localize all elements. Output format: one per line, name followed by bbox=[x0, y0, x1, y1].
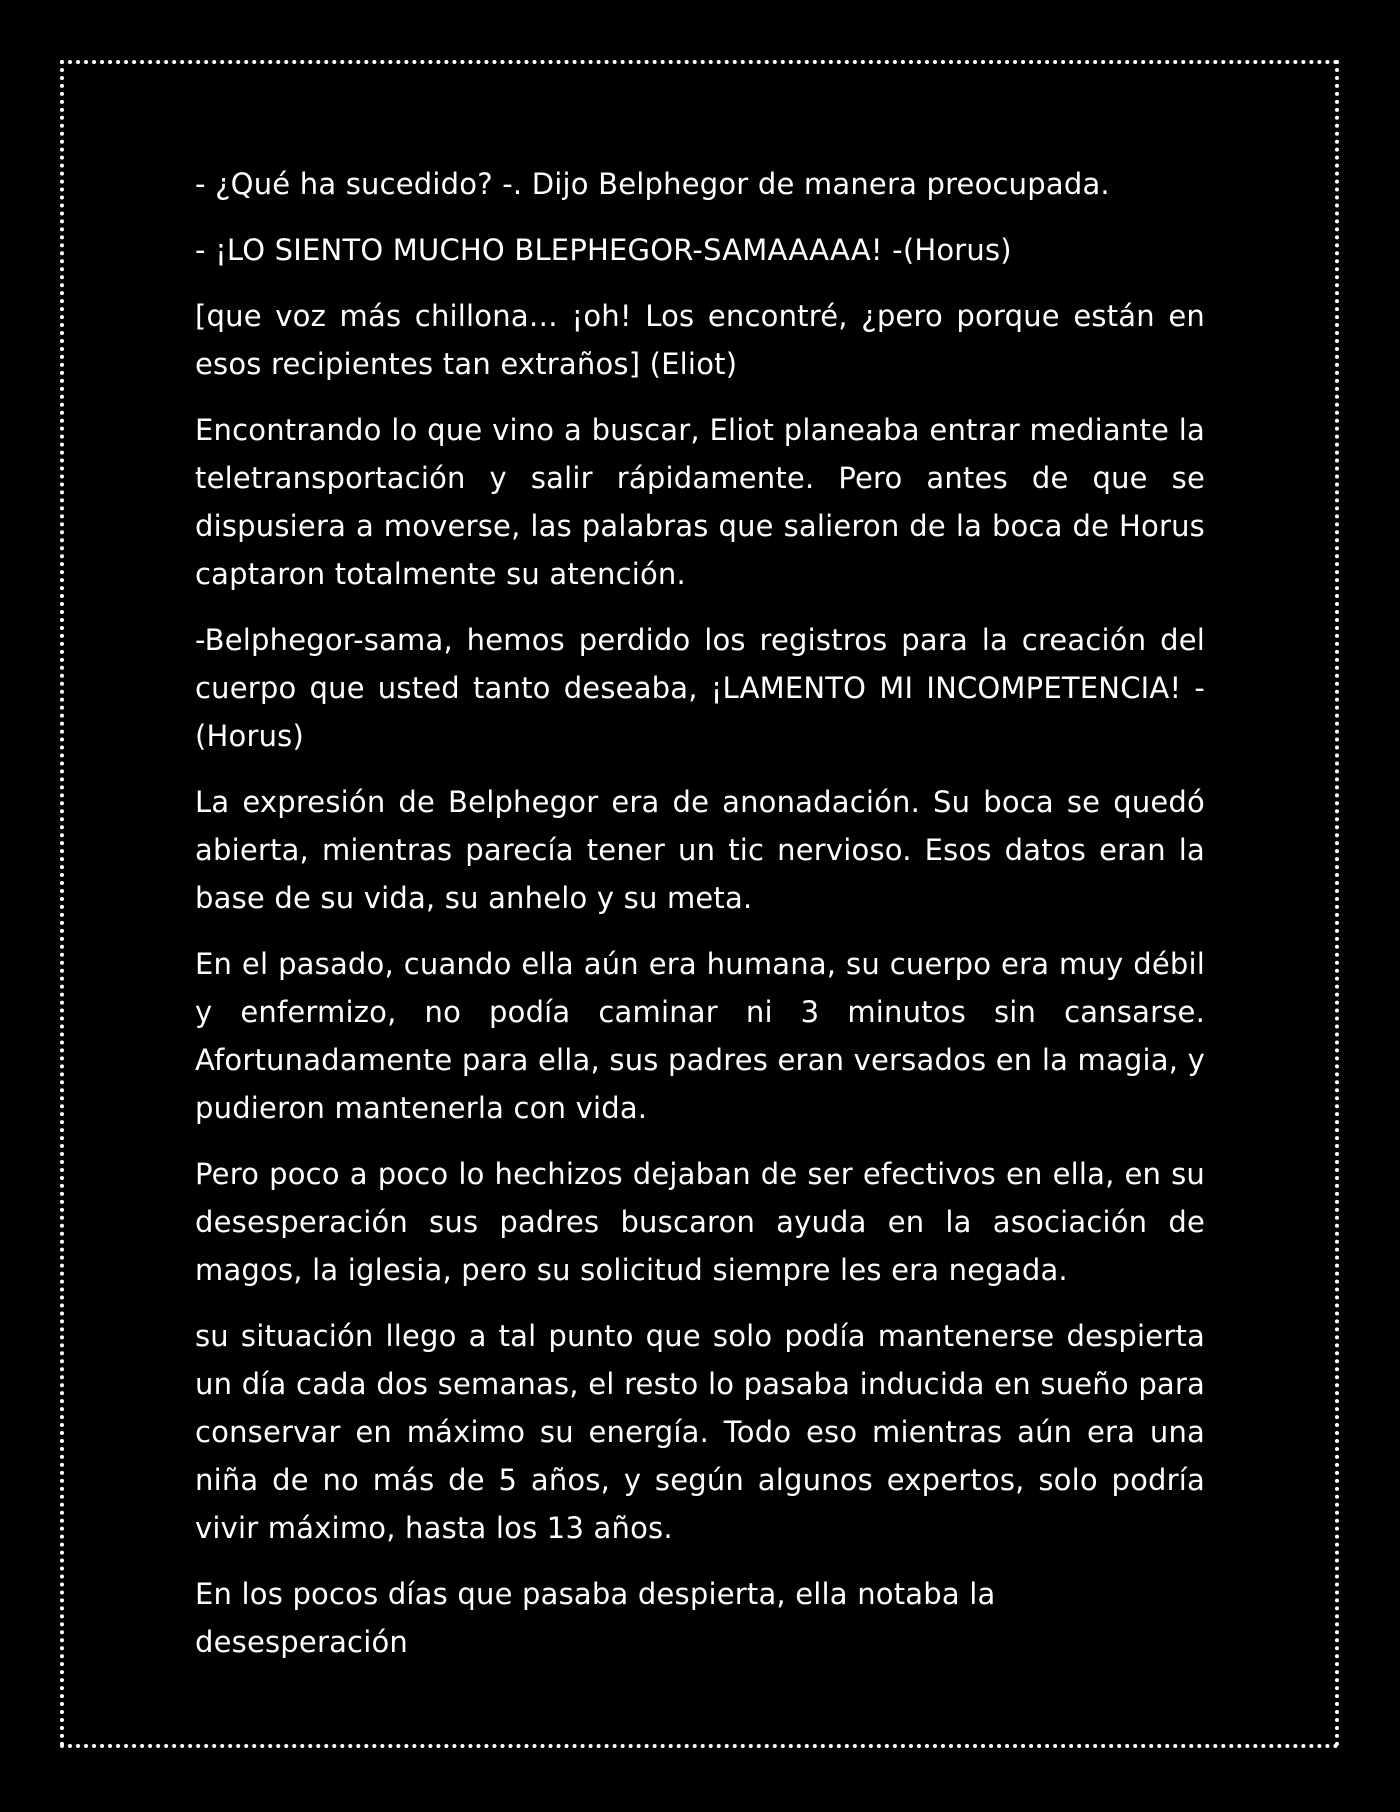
document-body bbox=[195, 160, 1205, 1684]
paragraph-1: - ¿Qué ha sucedido? -. Dijo Belphegor de manera preocupada. bbox=[195, 167, 1110, 201]
paragraph-2: - ¡LO SIENTO MUCHO BLEPHEGOR-SAMAAAAA! -(Horus) bbox=[195, 233, 1012, 267]
paragraph-4: Encontrando lo que vino a buscar, Eliot planeaba entrar mediante la teletransportación y salir rápidamente. Pero antes de que se dispusiera a moverse, las palabras que salieron de la boca de Horus captaron totalmente su atención. bbox=[195, 413, 1205, 591]
paragraph-3: [que voz más chillona… ¡oh! Los encontré, ¿pero porque están en esos recipientes tan extraños] (Eliot) bbox=[195, 299, 1205, 381]
paragraph-6: La expresión de Belphegor era de anonadación. Su boca se quedó abierta, mientras parecía tener un tic nervioso. Esos datos eran la base de su vida, su anhelo y su meta. bbox=[195, 785, 1205, 915]
paragraph-8: Pero poco a poco lo hechizos dejaban de ser efectivos en ella, en su desesperación sus padres buscaron ayuda en la asociación de magos, la iglesia, pero su solicitud siempre les era negada. bbox=[195, 1157, 1205, 1287]
paragraph-5: -Belphegor-sama, hemos perdido los registros para la creación del cuerpo que usted tanto deseaba, ¡LAMENTO MI INCOMPETENCIA! -(Horus) bbox=[195, 623, 1205, 753]
paragraph-9: su situación llego a tal punto que solo podía mantenerse despierta un día cada dos semanas, el resto lo pasaba inducida en sueño para conservar en máximo su energía. Todo eso mientras aún era una niña de no más de 5 años, y según algunos expertos, solo podría vivir máximo, hasta los 13 años. bbox=[195, 1319, 1205, 1545]
paragraph-10: En los pocos días que pasaba despierta, ella notaba la desesperación bbox=[195, 1577, 996, 1659]
paragraph-7: En el pasado, cuando ella aún era humana, su cuerpo era muy débil y enfermizo, no podía caminar ni 3 minutos sin cansarse. Afortunadamente para ella, sus padres eran versados en la magia, y pudieron mantenerla con vida. bbox=[195, 947, 1205, 1125]
